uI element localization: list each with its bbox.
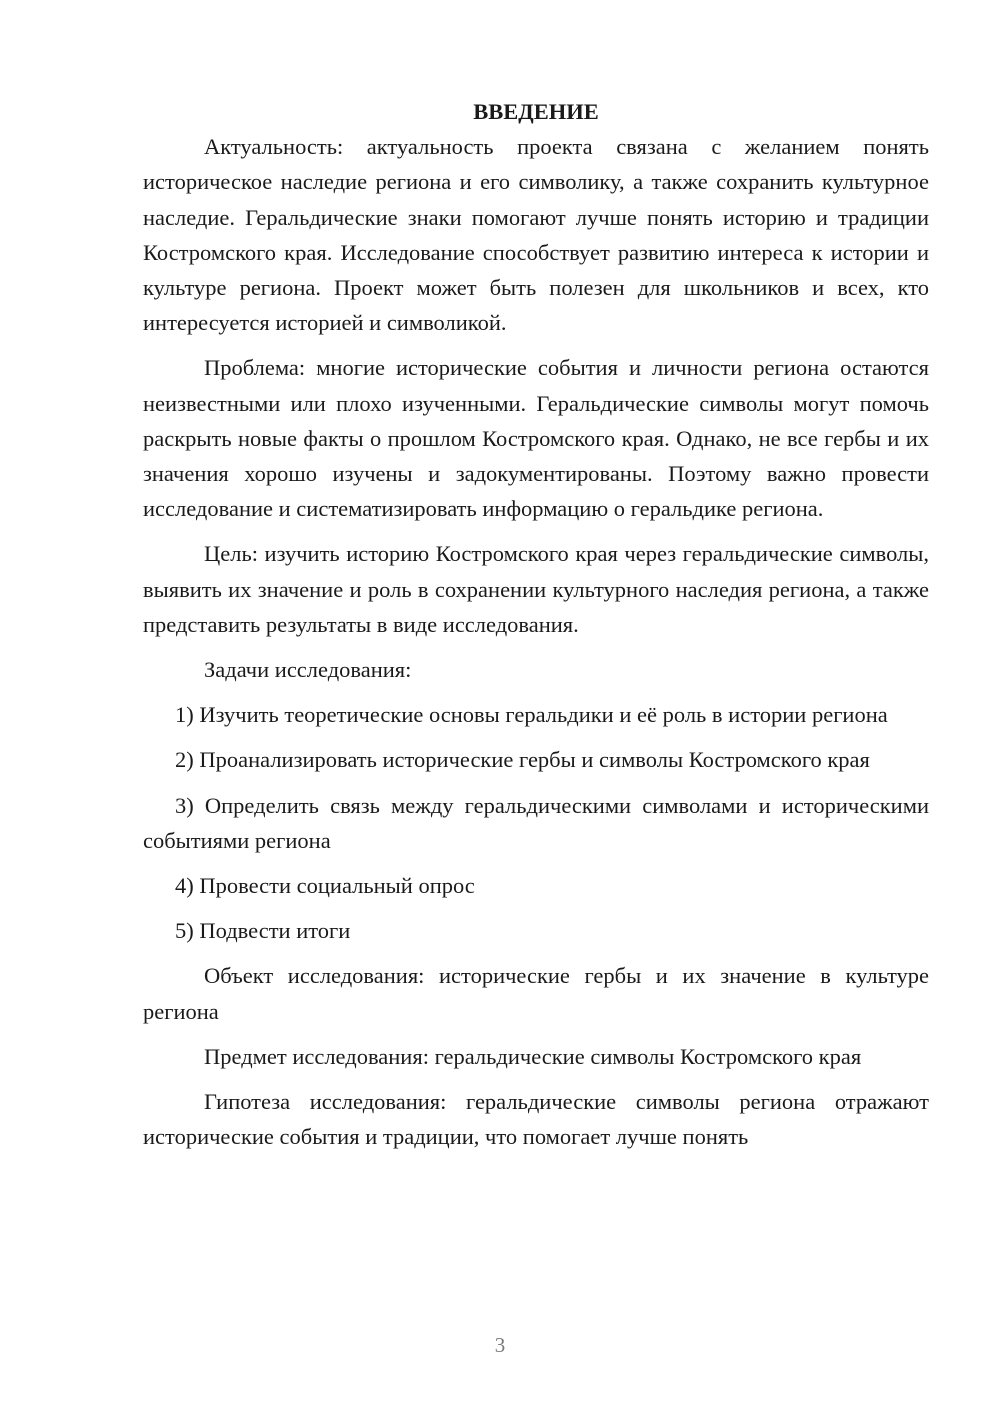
problem-paragraph: Проблема: многие исторические события и личности региона остаются неизвестными или плохо изученными. Геральдические символы могут помочь раскрыть новые факты о прошлом Костромского края. Однако, не все гербы и их значения хорошо изучены и задокументированы. Поэтому важно провести исследование и систематизировать информацию о геральдике региона.: [143, 355, 929, 522]
tasks-title: Задачи исследования:: [204, 657, 412, 683]
task-item: 2) Проанализировать исторические гербы и символы Костромского края: [175, 747, 870, 773]
subject-paragraph: Предмет исследования: геральдические символы Костромского края: [204, 1043, 862, 1069]
task-item: 3) Определить связь между геральдическими символами и историческими событиями региона: [143, 792, 929, 853]
object-paragraph: Объект исследования: исторические гербы и их значение в культуре региона: [143, 963, 929, 1024]
task-item: 1) Изучить теоретические основы геральдики и её роль в истории региона: [175, 702, 888, 728]
page-body: [143, 94, 929, 1164]
page-number: 3: [494, 1333, 506, 1357]
hypothesis-paragraph: Гипотеза исследования: геральдические символы региона отражают исторические события и традиции, что помогает лучше понять: [143, 1089, 929, 1150]
task-item: 5) Подвести итоги: [175, 918, 351, 944]
section-heading: ВВЕДЕНИЕ: [473, 99, 599, 124]
relevance-paragraph: Актуальность: актуальность проекта связана с желанием понять историческое наследие региона и его символику, а также сохранить культурное наследие. Геральдические знаки помогают лучше понять историю и традиции Костромского края. Исследование способствует развитию интереса к истории и культуре региона. Проект может быть полезен для школьников и всех, кто интересуется историей и символикой.: [143, 134, 929, 336]
task-item: 4) Провести социальный опрос: [175, 873, 475, 899]
goal-paragraph: Цель: изучить историю Костромского края через геральдические символы, выявить их значение и роль в сохранении культурного наследия региона, а также представить результаты в виде исследования.: [143, 541, 929, 637]
